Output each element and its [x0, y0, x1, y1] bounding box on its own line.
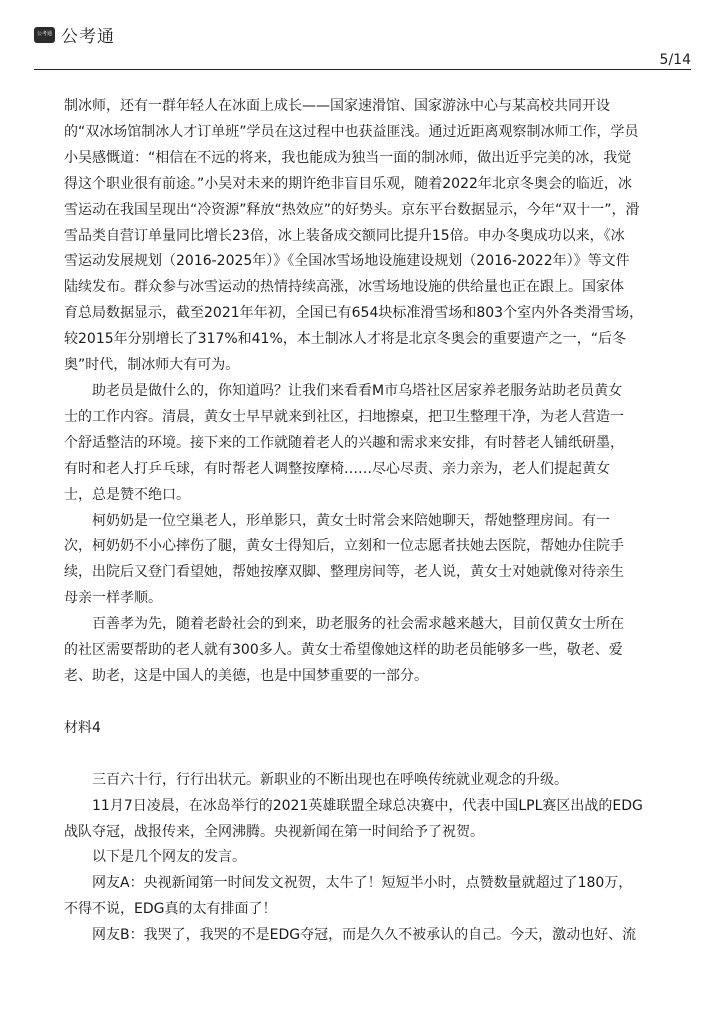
logo-badge-text: 公考通 [36, 31, 52, 37]
paragraph-edg-win: 11月7日凌晨，在冰岛举行的2021英雄联盟全球总决赛中，代表中国LPL赛区出战的EDG 战队夺冠，战报传来，全网沸腾。央视新闻在第一时间给予了祝贺。 [64, 797, 643, 840]
header-divider [34, 69, 691, 70]
document-body [64, 94, 660, 949]
paragraph-ice-maker: 制冰师，还有一群年轻人在冰面上成长——国家速滑馆、国家游泳中心与某高校共同开设 的“双冰场馆制冰人才订单班”学员在这过程中也获益匪浅。通过近距离观察制冰师工作，学员 小吴感慨道：“相信在不远的将来，我也能成为独当一面的制冰师，做出近乎完美的冰，我觉 得这个职业很有前途。”小吴对未来的期许绝非盲目乐观，随着2022年北京冬奥会的临近，冰 雪运动在我国呈现出“冷资源”释放“热效应”的好势头。京东平台数据显示，今年“双十一”，滑 雪品类自营订单量同比增长23倍，冰上装备成交额同比提升15倍。申办冬奥成功以来，《冰 雪运动发展规划（2016-2025年）》《全国冰雪场地设施建设规划（2016-2022年）》等文件 陆续发布。群众参与冰雪运动的热情持续高涨，冰雪场地设施的供给量也正在跟上。国家体 育总局数据显示，截至2021年年初，全国已有654块标准滑雪场和803个室内外各类滑雪场， 较2015年分别增长了317%和41%，本土制冰人才将是北京冬奥会的重要遗产之一，“后冬 奥”时代，制冰师大有可为。 [64, 98, 644, 374]
paragraph-netizen-b: 网友B：我哭了，我哭的不是EDG夺冠，而是久久不被承认的自己。今天，激动也好、流 [92, 927, 637, 944]
page-header [34, 18, 691, 66]
logo-badge-icon [34, 27, 55, 43]
paragraph-netizen-intro: 以下是几个网友的发言。 [92, 849, 246, 866]
spacer [64, 690, 660, 716]
paragraph-netizen-a: 网友A：央视新闻第一时间发文祝贺，太牛了！短短半小时，点赞数量就超过了180万， 不得不说，EDG真的太有排面了！ [64, 875, 633, 918]
page-number: 5/14 [659, 52, 691, 68]
paragraph-new-jobs: 三百六十行，行行出状元。新职业的不断出现也在呼唤传统就业观念的升级。 [92, 771, 568, 788]
paragraph-filial-piety: 百善孝为先，随着老龄社会的到来，助老服务的社会需求越来越大，目前仅黄女士所在 的社区需要帮助的老人就有300多人。黄女士希望像她这样的助老员能够多一些，敬老、爱 老、助老，这是中国人的美德，也是中国梦重要的一部分。 [64, 616, 624, 684]
brand-logo [34, 22, 115, 47]
paragraph-grandma-ke: 柯奶奶是一位空巢老人，形单影只，黄女士时常会来陪她聊天，帮她整理房间。有一 次，柯奶奶不小心摔伤了腿，黄女士得知后，立刻和一位志愿者扶她去医院，帮她办住院手 续，出院后又登门看望她，帮她按摩双脚、整理房间等，老人说，黄女士对她就像对待亲生 母亲一样孝顺。 [64, 512, 624, 607]
paragraph-elder-helper-intro: 助老员是做什么的，你知道吗？让我们来看看M市乌塔社区居家养老服务站助老员黄女 士的工作内容。清晨，黄女士早早就来到社区，扫地擦桌，把卫生整理干净，为老人营造一 个舒适整洁的环境。接下来的工作就随着老人的兴趣和需求来安排，有时替老人铺纸研墨， 有时和老人打乒乓球，有时帮老人调整按摩椅……尽心尽责、亲力亲为，老人们提起黄女 士，总是赞不绝口。 [64, 382, 624, 503]
logo-text: 公考通 [61, 27, 115, 47]
spacer [64, 742, 660, 768]
section-heading-material-4: 材料4 [64, 719, 101, 736]
